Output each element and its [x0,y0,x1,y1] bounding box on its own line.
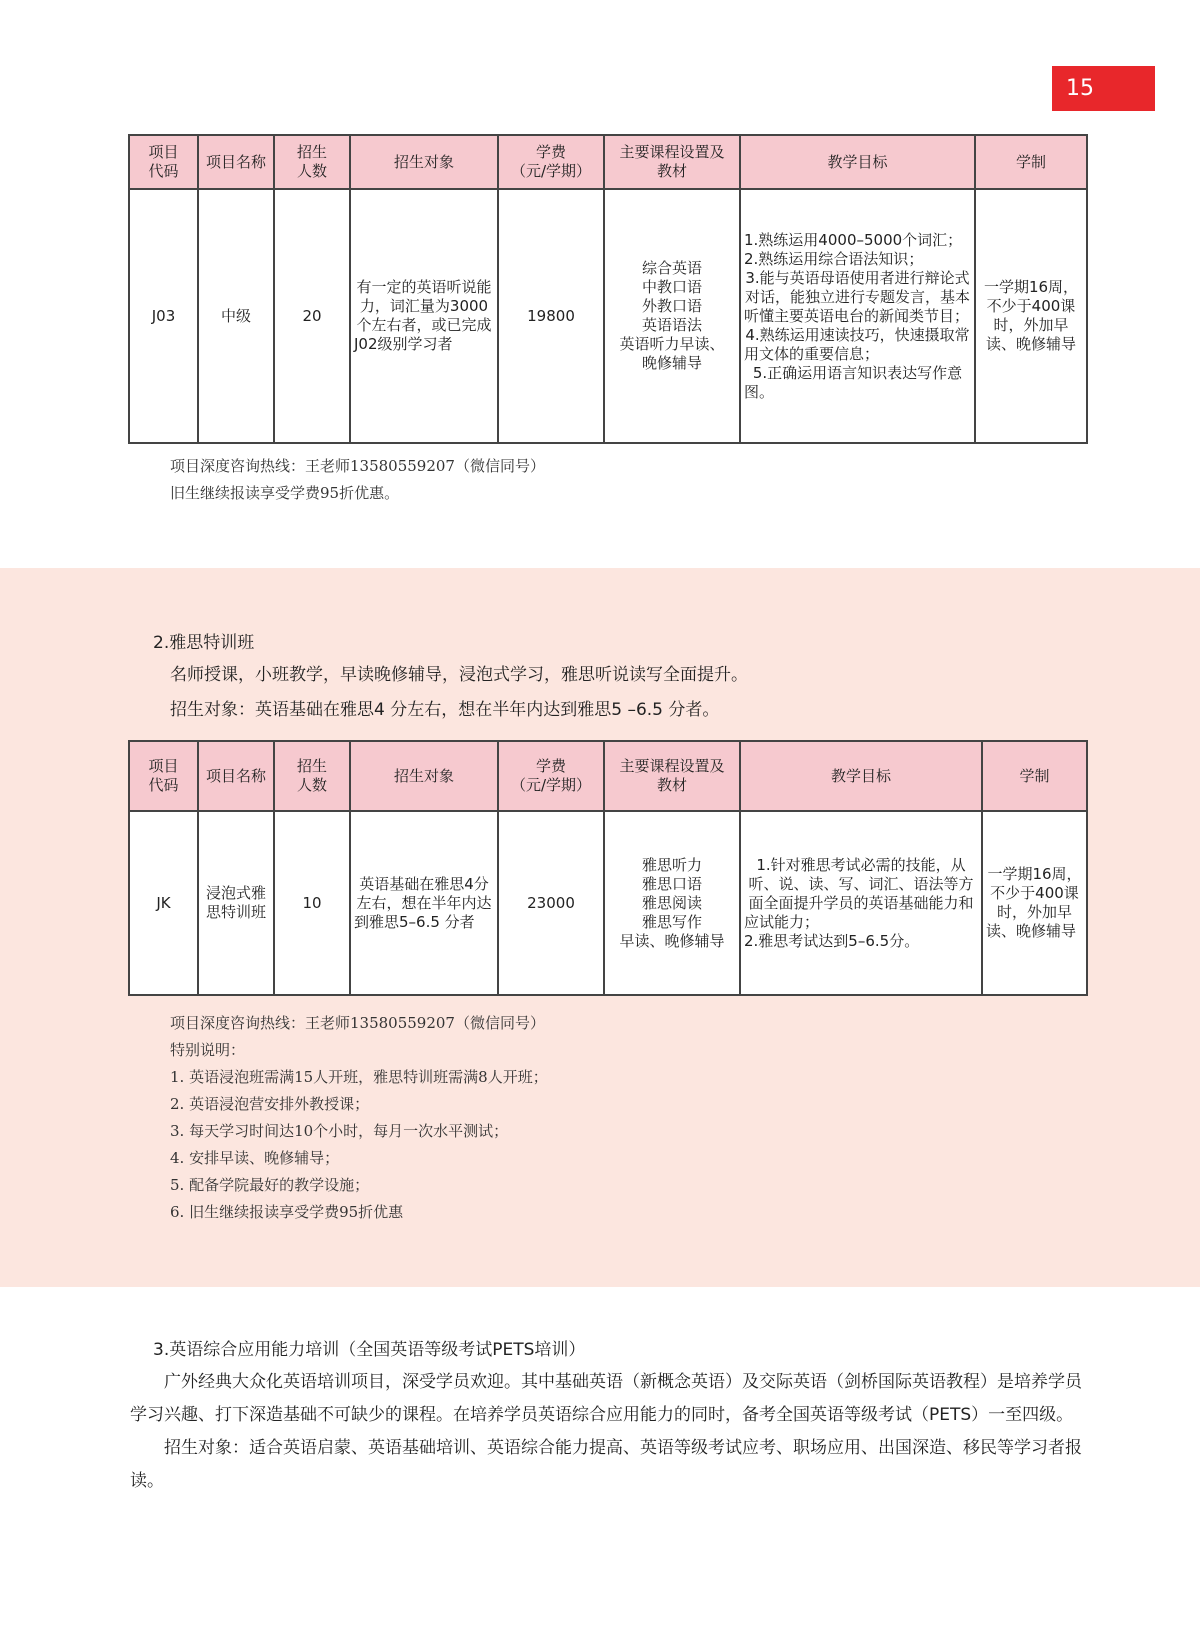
pets-paragraph: 广外经典大众化英语培训项目，深受学员欢迎。其中基础英语（新概念英语）及交际英语（剑桥国际英语教程）是培养学员学习兴趣、打下深造基础不可缺少的课程。在培养学员英语综合应用能力的同时，备考全国英语等级考试（PETS）一至四级。 [130,1372,1082,1425]
course-item: 雅思听力 [641,855,702,874]
header-target: 招生对象 [350,741,498,811]
cell-code: JK [129,811,198,995]
course-item: 英语听力早读、 [619,335,725,353]
header-goals: 教学目标 [740,741,982,811]
course-item: 综合英语 [641,259,702,277]
cell-code: J03 [129,189,198,443]
special-note-item: 4. 安排早读、晚修辅导； [170,1149,340,1167]
course-item: 早读、晚修辅导 [619,931,725,950]
header-target: 招生对象 [350,135,498,189]
header-count: 招生 人数 [274,135,350,189]
header-term: 学制 [982,741,1087,811]
cell-fee: 19800 [498,189,604,443]
course-item: 雅思阅读 [641,893,702,912]
table-header-row [129,135,1087,189]
header-fee: 学费 （元/学期） [498,741,604,811]
pets-target-paragraph: 招生对象：适合英语启蒙、英语基础培训、英语综合能力提高、英语等级考试应考、职场应用、出国深造、移民等学习者报读。 [130,1438,1082,1491]
special-note-item: 6. 旧生继续报读享受学费95折优惠 [170,1203,404,1221]
program-table-j03 [128,134,1088,444]
page-number-badge: 15 [1052,66,1155,111]
course-item: 雅思写作 [641,912,702,931]
cell-goals: 1.熟练运用4000–5000个词汇； 2.熟练运用综合语法知识； 3.能与英语母语使用者进行辩论式对话，能独立进行专题发言，基本听懂主要英语电台的新闻类节目； 4.熟练运用速读技巧，快速摄取常用文体的重要信息； 5.正确运用语言知识表达写作意图。 [740,189,975,443]
course-item: 中教口语 [641,278,702,296]
cell-courses [604,189,740,443]
course-item: 晚修辅导 [641,354,702,372]
ielts-target-line: 招生对象：英语基础在雅思4 分左右，想在半年内达到雅思5 –6.5 分者。 [170,700,720,720]
cell-count: 10 [274,811,350,995]
cell-target: 有一定的英语听说能力，词汇量为3000个左右者，或已完成J02级别学习者 [350,189,498,443]
header-count: 招生 人数 [274,741,350,811]
special-notes-title: 特别说明： [170,1041,246,1059]
table-row [129,811,1087,995]
hotline-note: 项目深度咨询热线：王老师13580559207（微信同号） [170,1014,545,1032]
header-courses: 主要课程设置及 教材 [604,135,740,189]
course-item: 雅思口语 [641,874,702,893]
cell-count: 20 [274,189,350,443]
header-name: 项目名称 [198,135,274,189]
cell-term: 一学期16周，不少于400课时，外加早读、晚修辅导 [982,811,1087,995]
header-courses: 主要课程设置及 教材 [604,741,740,811]
header-fee: 学费 （元/学期） [498,135,604,189]
ielts-intro-line: 名师授课，小班教学，早读晚修辅导，浸泡式学习，雅思听说读写全面提升。 [170,665,748,685]
course-item: 外教口语 [641,297,702,315]
hotline-note: 项目深度咨询热线：王老师13580559207（微信同号） [170,457,545,475]
header-name: 项目名称 [198,741,274,811]
special-note-item: 2. 英语浸泡营安排外教授课； [170,1095,370,1113]
special-note-item: 3. 每天学习时间达10个小时，每月一次水平测试； [170,1122,509,1140]
header-term: 学制 [975,135,1087,189]
table-header-row [129,741,1087,811]
pets-section-title: 3.英语综合应用能力培训（全国英语等级考试PETS培训） [153,1340,586,1360]
cell-goals: 1.针对雅思考试必需的技能，从听、说、读、写、词汇、语法等方面全面提升学员的英语基础能力和应试能力； 2.雅思考试达到5–6.5分。 [740,811,982,995]
cell-term: 一学期16周，不少于400课时，外加早读、晚修辅导 [975,189,1087,443]
program-table-jk [128,740,1088,996]
cell-name: 浸泡式雅思特训班 [198,811,274,995]
discount-note: 旧生继续报读享受学费95折优惠。 [170,484,400,502]
cell-fee: 23000 [498,811,604,995]
special-note-item: 1. 英语浸泡班需满15人开班，雅思特训班需满8人开班； [170,1068,548,1086]
cell-courses [604,811,740,995]
cell-target: 英语基础在雅思4分左右，想在半年内达到雅思5–6.5 分者 [350,811,498,995]
cell-name: 中级 [198,189,274,443]
table-row [129,189,1087,443]
ielts-section-title: 2.雅思特训班 [153,633,255,653]
special-note-item: 5. 配备学院最好的教学设施； [170,1176,370,1194]
course-item: 英语语法 [641,316,702,334]
pets-description [130,1366,1082,1498]
header-goals: 教学目标 [740,135,975,189]
header-code: 项目 代码 [129,741,198,811]
header-code: 项目 代码 [129,135,198,189]
